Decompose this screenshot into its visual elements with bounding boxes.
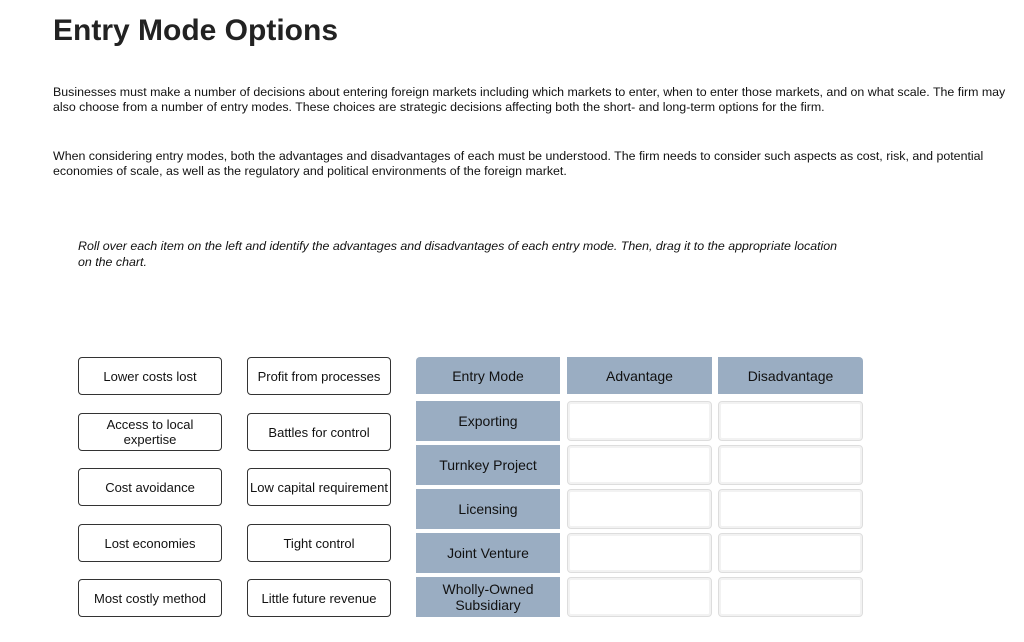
intro-paragraph-2: When considering entry modes, both the advantages and disadvantages of each must be understood. The firm needs to consider such aspects as cost, risk, and potential economies of scale, as well as the regulatory and political environments of the foreign market. — [53, 149, 984, 178]
advantage-drop-zone[interactable] — [567, 401, 712, 441]
entry-mode-label: Joint Venture — [416, 533, 560, 573]
disadvantage-drop-zone[interactable] — [718, 577, 863, 617]
entry-mode-label: Wholly-Owned Subsidiary — [416, 577, 560, 617]
advantage-drop-zone[interactable] — [567, 445, 712, 485]
entry-mode-label: Licensing — [416, 489, 560, 529]
disadvantage-drop-zone[interactable] — [718, 401, 863, 441]
disadvantage-drop-zone[interactable] — [718, 533, 863, 573]
disadvantage-drop-zone[interactable] — [718, 489, 863, 529]
draggable-item[interactable]: Access to local expertise — [78, 413, 222, 451]
draggable-item[interactable]: Little future revenue — [247, 579, 391, 617]
draggable-item[interactable]: Low capital requirement — [247, 468, 391, 506]
column-header: Disadvantage — [718, 357, 863, 394]
entry-mode-label: Exporting — [416, 401, 560, 441]
draggable-item[interactable]: Most costly method — [78, 579, 222, 617]
column-header: Advantage — [567, 357, 712, 394]
draggable-item[interactable]: Tight control — [247, 524, 391, 562]
advantage-drop-zone[interactable] — [567, 577, 712, 617]
instructions: Roll over each item on the left and identify the advantages and disadvantages of each entry mode. Then, drag it to the appropriate location on the chart. — [78, 239, 838, 269]
page-title: Entry Mode Options — [53, 14, 338, 47]
draggable-item[interactable]: Lower costs lost — [78, 357, 222, 395]
entry-mode-label: Turnkey Project — [416, 445, 560, 485]
advantage-drop-zone[interactable] — [567, 489, 712, 529]
draggable-item[interactable]: Cost avoidance — [78, 468, 222, 506]
draggable-item[interactable]: Battles for control — [247, 413, 391, 451]
draggable-item[interactable]: Lost economies — [78, 524, 222, 562]
draggable-item[interactable]: Profit from processes — [247, 357, 391, 395]
advantage-drop-zone[interactable] — [567, 533, 712, 573]
disadvantage-drop-zone[interactable] — [718, 445, 863, 485]
column-header: Entry Mode — [416, 357, 560, 394]
intro-paragraph: Businesses must make a number of decisions about entering foreign markets including which markets to enter, when to enter those markets, and on what scale. The firm may also choose from a number of entry modes. These choices are strategic decisions affecting both the short- and long-term options for the firm. — [53, 85, 1006, 114]
